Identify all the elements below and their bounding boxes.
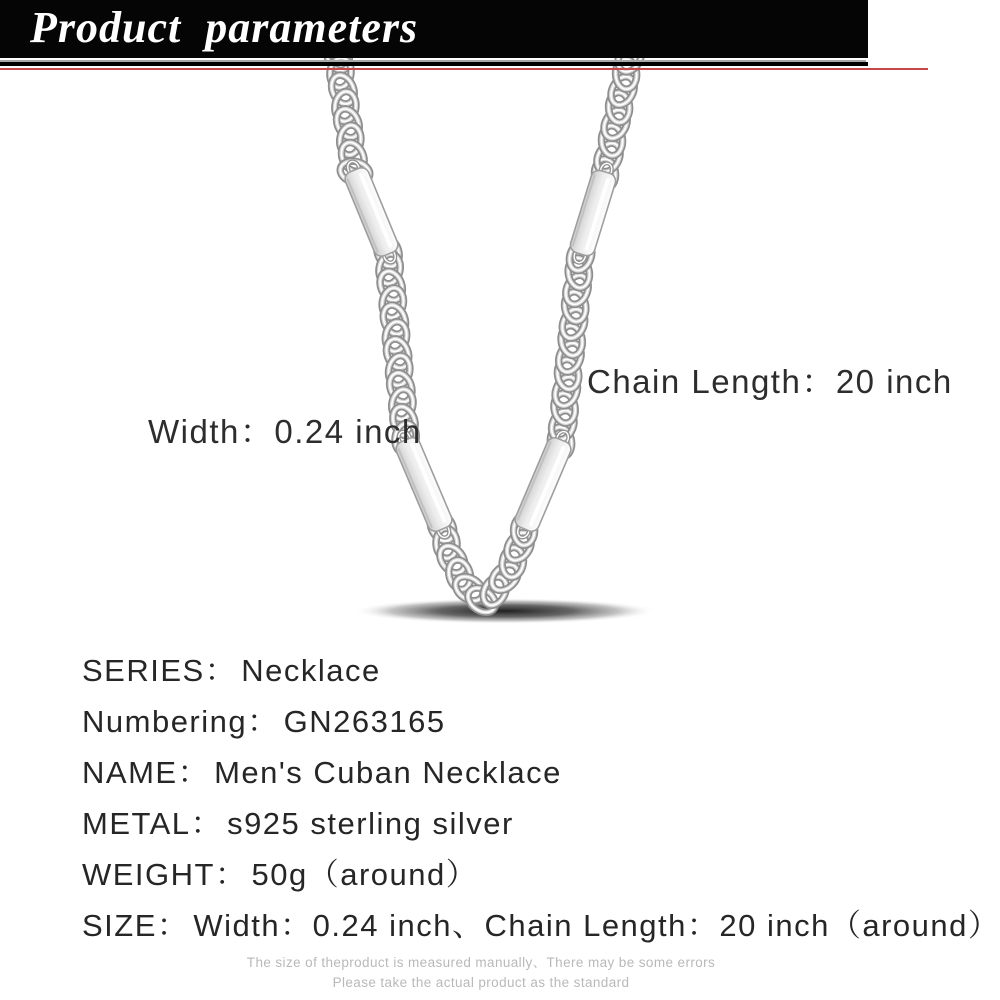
spec-value: Necklace: [241, 653, 381, 688]
disclaimer: [0, 953, 1000, 993]
spec-value: s925 sterling silver: [227, 806, 514, 841]
chain-links: [322, 38, 645, 617]
spec-value: GN263165: [283, 704, 446, 739]
spec-row-numbering: [82, 696, 1000, 747]
spec-colon: ：: [190, 806, 224, 841]
spec-value: Men's Cuban Necklace: [214, 755, 562, 790]
spec-row-size: [82, 900, 1000, 951]
spec-row-metal: [82, 798, 1000, 849]
spec-list: [82, 645, 1000, 951]
spec-row-weight: [82, 849, 1000, 900]
page-title: Product parameters: [30, 3, 419, 52]
spec-row-name: [82, 747, 1000, 798]
spec-label: WEIGHT: [82, 857, 215, 892]
spec-label: Numbering: [82, 704, 248, 739]
spec-label: SERIES: [82, 653, 205, 688]
header-banner: [0, 0, 868, 58]
spec-colon: ：: [215, 857, 248, 892]
spec-colon: ：: [204, 653, 238, 688]
spec-colon: ：: [156, 908, 190, 943]
width-annotation: Width：0.24 inch: [148, 413, 422, 450]
disclaimer-line-1: The size of theproduct is measured manually、There may be some errors: [246, 955, 716, 970]
spec-label: METAL: [82, 806, 191, 841]
spec-label: SIZE: [82, 908, 157, 943]
spec-value: Width：0.24 inch、Chain Length：20 inch（around）: [193, 908, 1000, 943]
header-separator-red: [0, 68, 928, 70]
spec-colon: ：: [177, 755, 211, 790]
necklace-shadow: [353, 598, 657, 624]
spec-colon: ：: [247, 704, 280, 739]
spec-value: 50g（around）: [251, 857, 479, 892]
spec-label: NAME: [82, 755, 178, 790]
disclaimer-line-2: Please take the actual product as the standard: [332, 975, 630, 990]
spec-row-series: [82, 645, 1000, 696]
chain-length-annotation: Chain Length：20 inch: [587, 363, 953, 400]
header-separator-black: [0, 62, 868, 66]
